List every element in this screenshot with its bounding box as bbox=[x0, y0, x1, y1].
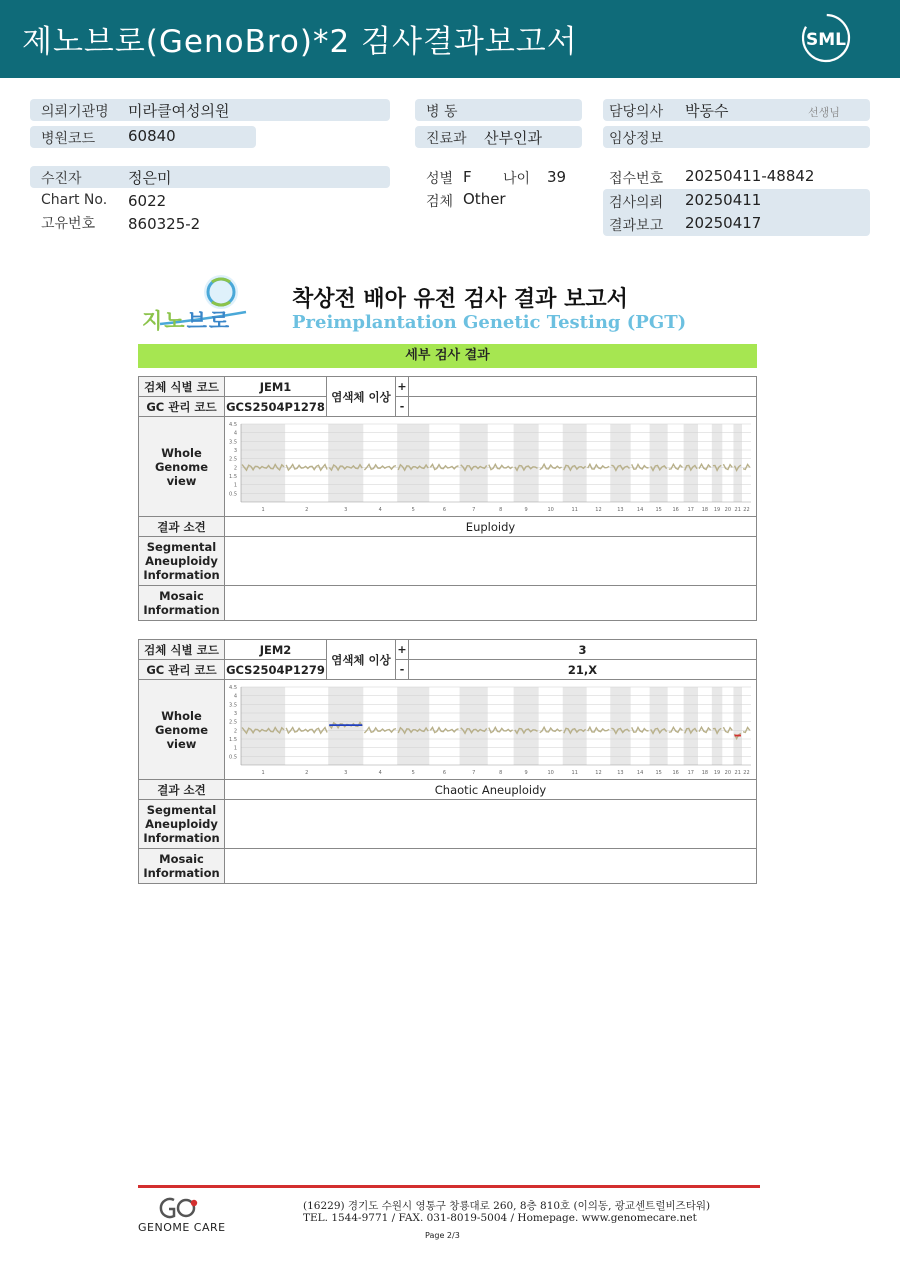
name-value: 정은미 bbox=[128, 169, 172, 187]
segmental-label: Segmental Aneuploidy Information bbox=[139, 537, 225, 586]
copy-number-series-chr16 bbox=[669, 464, 683, 469]
gc-code-label: GC 관리 코드 bbox=[139, 397, 225, 417]
chrom-abnormal-label: 염색체 이상 bbox=[327, 377, 396, 417]
copy-number-series-chr18 bbox=[699, 727, 711, 732]
sample-2-gc-code: GCS2504P1279 bbox=[225, 660, 327, 680]
y-tick-label: 2 bbox=[233, 727, 237, 734]
gain-sign: + bbox=[396, 377, 409, 397]
x-tick-label: 19 bbox=[713, 506, 721, 513]
chrom-band bbox=[610, 424, 630, 502]
x-tick-label: 17 bbox=[687, 769, 695, 776]
chrom-band bbox=[397, 424, 429, 502]
copy-number-series-chr12 bbox=[588, 727, 610, 732]
chart-no-value: 6022 bbox=[128, 192, 167, 210]
y-tick-label: 2.5 bbox=[229, 719, 237, 726]
x-tick-label: 20 bbox=[724, 769, 732, 776]
sex-value: F bbox=[463, 168, 472, 186]
copy-number-series-chr20 bbox=[723, 727, 732, 732]
specimen-label: 검체 bbox=[426, 194, 454, 210]
whole-genome-label: Whole Genome view bbox=[139, 680, 225, 780]
whole-genome-label: Whole Genome view bbox=[139, 417, 225, 517]
x-tick-label: 19 bbox=[713, 769, 721, 776]
x-tick-label: 15 bbox=[655, 506, 662, 513]
x-tick-label: 3 bbox=[344, 506, 348, 513]
x-tick-label: 16 bbox=[672, 506, 679, 513]
x-tick-label: 18 bbox=[701, 506, 709, 513]
chrom-band bbox=[563, 424, 587, 502]
genobro-logo-text: 지노브로 bbox=[142, 309, 232, 333]
x-tick-label: 6 bbox=[442, 506, 447, 513]
x-tick-label: 13 bbox=[617, 769, 624, 776]
loss-sign: - bbox=[396, 660, 409, 680]
y-tick-label: 3.5 bbox=[229, 701, 237, 708]
sample-1-gain bbox=[409, 377, 757, 397]
sample-1-genome-plot bbox=[225, 418, 756, 516]
sample-1-table bbox=[138, 376, 757, 621]
x-tick-label: 12 bbox=[595, 506, 602, 513]
x-tick-label: 20 bbox=[724, 506, 732, 513]
sample-2-segmental bbox=[225, 800, 757, 849]
sample-2-plot-cell bbox=[225, 680, 757, 780]
copy-number-series-chr6 bbox=[430, 727, 458, 732]
sample-1-mosaic bbox=[225, 586, 757, 621]
sample-2-genome-plot bbox=[225, 681, 756, 779]
section-title: 세부 검사 결과 bbox=[138, 344, 757, 368]
copy-number-series-chr16 bbox=[669, 727, 683, 732]
sample-2-code: JEM2 bbox=[225, 640, 327, 660]
sample-1-gc-code: GCS2504P1278 bbox=[225, 397, 327, 417]
receipt-value: 20250411-48842 bbox=[685, 167, 815, 185]
footer-address: (16229) 경기도 수원시 영통구 창룡대로 260, 8층 810호 (이의동, 광교센트럴비즈타워) bbox=[303, 1200, 711, 1212]
specimen-value: Other bbox=[463, 190, 506, 208]
copy-number-series-chr8 bbox=[489, 464, 513, 469]
x-tick-label: 14 bbox=[636, 769, 644, 776]
x-tick-label: 9 bbox=[524, 506, 528, 513]
x-tick-label: 15 bbox=[655, 769, 662, 776]
clinical-info-label: 임상정보 bbox=[609, 131, 664, 147]
x-tick-label: 2 bbox=[305, 769, 309, 776]
page-number: Page 2/3 bbox=[425, 1231, 460, 1240]
sample-2-gain: 3 bbox=[409, 640, 757, 660]
chrom-band bbox=[684, 687, 698, 765]
x-tick-label: 10 bbox=[547, 506, 554, 513]
x-tick-label: 22 bbox=[743, 769, 750, 776]
request-label: 검사의뢰 bbox=[609, 195, 664, 211]
genome-care-logo-icon bbox=[150, 1196, 210, 1220]
chrom-band bbox=[733, 424, 742, 502]
x-tick-label: 16 bbox=[672, 769, 679, 776]
institution-label: 의뢰기관명 bbox=[41, 104, 109, 120]
report-date-label: 결과보고 bbox=[609, 218, 664, 234]
x-tick-label: 11 bbox=[571, 769, 578, 776]
x-tick-label: 7 bbox=[472, 506, 476, 513]
footer-divider bbox=[138, 1185, 760, 1188]
department-label: 진료과 bbox=[426, 131, 467, 147]
x-tick-label: 22 bbox=[743, 506, 750, 513]
y-tick-label: 1 bbox=[233, 745, 237, 752]
x-tick-label: 4 bbox=[378, 506, 382, 513]
request-value: 20250411 bbox=[685, 191, 762, 209]
copy-number-series-chr18 bbox=[699, 464, 711, 469]
department-value: 산부인과 bbox=[484, 129, 542, 147]
y-tick-label: 1.5 bbox=[229, 473, 237, 480]
sml-logo-text: SML bbox=[806, 30, 846, 50]
y-tick-label: 1.5 bbox=[229, 736, 237, 743]
sample-2-table bbox=[138, 639, 757, 884]
age-label: 나이 bbox=[503, 171, 531, 187]
chrom-band bbox=[712, 424, 722, 502]
genome-care-name: GENOME CARE bbox=[138, 1221, 226, 1234]
chrom-band bbox=[650, 687, 668, 765]
chrom-band bbox=[241, 424, 285, 502]
chrom-abnormal-label: 염색체 이상 bbox=[327, 640, 396, 680]
receipt-label: 접수번호 bbox=[609, 171, 664, 187]
finding-label: 결과 소견 bbox=[139, 517, 225, 537]
segmental-label: Segmental Aneuploidy Information bbox=[139, 800, 225, 849]
x-tick-label: 7 bbox=[472, 769, 476, 776]
sample-code-label: 검체 식별 코드 bbox=[139, 640, 225, 660]
gain-sign: + bbox=[396, 640, 409, 660]
mosaic-label: Mosaic Information bbox=[139, 586, 225, 621]
sample-1-plot-cell bbox=[225, 417, 757, 517]
x-tick-label: 3 bbox=[344, 769, 348, 776]
x-tick-label: 14 bbox=[636, 506, 644, 513]
copy-number-series-chr14 bbox=[632, 464, 649, 469]
x-tick-label: 8 bbox=[499, 769, 503, 776]
sex-label: 성별 bbox=[426, 171, 454, 187]
x-tick-label: 9 bbox=[524, 769, 528, 776]
footer-contact: TEL. 1544-9771 / FAX. 031-8019-5004 / Homepage. www.genomecare.net bbox=[303, 1212, 697, 1224]
copy-number-series-chr12 bbox=[588, 464, 610, 469]
chrom-band bbox=[610, 687, 630, 765]
sample-1-finding: Euploidy bbox=[225, 517, 757, 537]
x-tick-label: 6 bbox=[442, 769, 447, 776]
chrom-band bbox=[712, 687, 722, 765]
x-tick-label: 1 bbox=[261, 769, 265, 776]
name-row-bg bbox=[30, 166, 390, 188]
chrom-band bbox=[684, 424, 698, 502]
chrom-band bbox=[733, 687, 742, 765]
copy-number-series-chr8 bbox=[489, 727, 513, 732]
x-tick-label: 10 bbox=[547, 769, 554, 776]
copy-number-series-chr22 bbox=[743, 727, 750, 732]
x-tick-label: 1 bbox=[261, 506, 265, 513]
x-tick-label: 21 bbox=[734, 769, 741, 776]
x-tick-label: 13 bbox=[617, 506, 624, 513]
doctor-label: 담당의사 bbox=[609, 104, 664, 120]
x-tick-label: 2 bbox=[305, 506, 309, 513]
x-tick-label: 21 bbox=[734, 506, 741, 513]
y-tick-label: 4 bbox=[233, 430, 237, 437]
sml-logo bbox=[800, 12, 852, 64]
institution-value: 미라클여성의원 bbox=[128, 102, 230, 120]
x-tick-label: 12 bbox=[595, 769, 602, 776]
sample-code-label: 검체 식별 코드 bbox=[139, 377, 225, 397]
report-date-value: 20250417 bbox=[685, 214, 762, 232]
copy-number-series-chr6 bbox=[430, 464, 458, 469]
chrom-band bbox=[514, 687, 539, 765]
hospital-code-label: 병원코드 bbox=[41, 131, 96, 147]
chrom-band bbox=[397, 687, 429, 765]
doctor-value: 박동수 bbox=[685, 102, 729, 120]
x-tick-label: 5 bbox=[411, 506, 415, 513]
finding-label: 결과 소견 bbox=[139, 780, 225, 800]
y-tick-label: 3.5 bbox=[229, 438, 237, 445]
name-label: 수진자 bbox=[41, 171, 82, 187]
y-tick-label: 4 bbox=[233, 693, 237, 700]
gc-code-label: GC 관리 코드 bbox=[139, 660, 225, 680]
chrom-band bbox=[460, 424, 488, 502]
y-tick-label: 2 bbox=[233, 464, 237, 471]
y-tick-label: 4.5 bbox=[229, 684, 237, 691]
y-tick-label: 1 bbox=[233, 482, 237, 489]
chrom-band bbox=[460, 687, 488, 765]
x-tick-label: 17 bbox=[687, 506, 695, 513]
x-tick-label: 5 bbox=[411, 769, 415, 776]
doctor-suffix: 선생님 bbox=[808, 106, 840, 119]
ward-label: 병 동 bbox=[426, 104, 458, 120]
sample-2-finding: Chaotic Aneuploidy bbox=[225, 780, 757, 800]
copy-number-series-chr14 bbox=[632, 727, 649, 732]
y-tick-label: 4.5 bbox=[229, 421, 237, 428]
y-tick-label: 3 bbox=[233, 447, 237, 454]
chrom-band bbox=[563, 687, 587, 765]
chrom-band bbox=[514, 424, 539, 502]
hospital-code-value: 60840 bbox=[128, 127, 176, 145]
y-tick-label: 2.5 bbox=[229, 456, 237, 463]
x-tick-label: 18 bbox=[701, 769, 709, 776]
header-bar bbox=[0, 0, 900, 78]
x-tick-label: 4 bbox=[378, 769, 382, 776]
copy-number-series-chr10 bbox=[540, 464, 562, 469]
copy-number-series-chr10 bbox=[540, 727, 562, 732]
copy-number-series-chr20 bbox=[723, 464, 732, 469]
copy-number-series-chr22 bbox=[743, 464, 750, 469]
pgt-report-title: 착상전 배아 유전 검사 결과 보고서 bbox=[292, 287, 628, 312]
y-tick-label: 3 bbox=[233, 710, 237, 717]
id-value: 860325-2 bbox=[128, 215, 201, 233]
chrom-band bbox=[241, 687, 285, 765]
sample-2-mosaic bbox=[225, 849, 757, 884]
x-tick-label: 8 bbox=[499, 506, 503, 513]
mosaic-label: Mosaic Information bbox=[139, 849, 225, 884]
y-tick-label: 0.5 bbox=[229, 753, 237, 760]
age-value: 39 bbox=[547, 168, 567, 186]
report-title: 제노브로(GenoBro)*2 검사결과보고서 bbox=[22, 24, 578, 60]
chrom-band bbox=[328, 424, 363, 502]
sample-1-segmental bbox=[225, 537, 757, 586]
sample-2-loss: 21,X bbox=[409, 660, 757, 680]
sample-1-code: JEM1 bbox=[225, 377, 327, 397]
chrom-band bbox=[650, 424, 668, 502]
pgt-report-subtitle: Preimplantation Genetic Testing (PGT) bbox=[292, 312, 687, 333]
sample-1-loss bbox=[409, 397, 757, 417]
chart-no-label: Chart No. bbox=[41, 192, 108, 208]
loss-sign: - bbox=[396, 397, 409, 417]
id-label: 고유번호 bbox=[41, 216, 96, 232]
x-tick-label: 11 bbox=[571, 506, 578, 513]
y-tick-label: 0.5 bbox=[229, 490, 237, 497]
